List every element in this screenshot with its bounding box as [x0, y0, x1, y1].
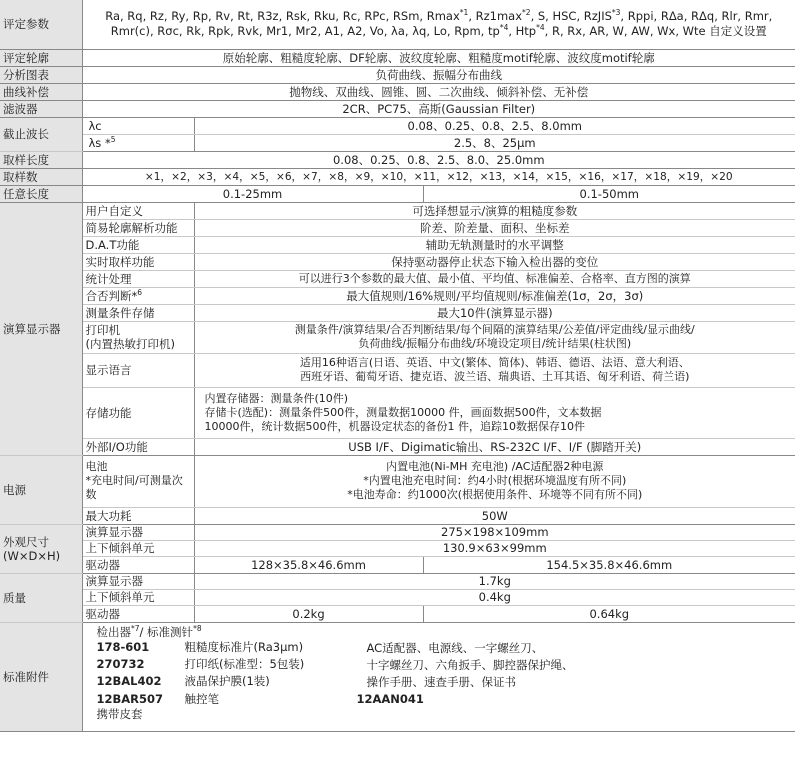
row-label-power: 电源 — [0, 455, 82, 524]
mass-item-label: 上下倾斜单元 — [82, 589, 194, 605]
mass-item-value: 1.7kg — [194, 573, 795, 589]
display-item-label: 存储功能 — [82, 387, 194, 438]
params-value — [82, 0, 795, 49]
acc-header-a: 检出器 — [96, 624, 131, 639]
display-item-value: 内置存储器：测量条件(10件) 存储卡(选配)：测量条件500件，测量数据10000 件，画面数据500件，文本数据 10000件，统计数据500件，机器设定状态的备份1 件，追踪10数据保存10件 — [194, 387, 795, 438]
row-label-profile: 评定轮廓 — [0, 49, 82, 66]
power-battery-label: 电池 *充电时间/可测量次数 — [82, 455, 194, 507]
sample-number-value: ×1，×2，×3，×4，×5，×6，×7，×8，×9，×10，×11，×12，×13，×14，×15，×16，×17，×18，×19，×20 — [82, 168, 795, 185]
display-item-label: 外部I/O功能 — [82, 438, 194, 455]
display-item-label: 用户自定义 — [82, 202, 194, 219]
acc-header-b: / 标准测针 — [139, 624, 194, 639]
display-item-label: 简易轮廓解析功能 — [82, 219, 194, 236]
dims-drive-right: 154.5×35.8×46.6mm — [423, 556, 795, 573]
row-label-mass: 质量 — [0, 573, 82, 622]
cutoff-ls-label — [82, 134, 194, 151]
accessory-others: AC适配器、电源线、一字螺丝刀、 十字螺丝刀、六角扳手、脚控器保护绳、 操作手册、速查手册、保证书 — [366, 640, 574, 689]
params-text-6: , R, Rx, AR, W, AW, Wx, Wte 自定义设置 — [544, 24, 767, 39]
row-label-curve: 曲线补偿 — [0, 83, 82, 100]
accessories-header — [97, 625, 357, 639]
accessories-cell — [82, 622, 795, 731]
acc-header-sup-b: *8 — [193, 623, 202, 633]
params-sup-3: *3 — [611, 8, 621, 18]
mass-drive-label: 驱动器 — [82, 605, 194, 622]
display-item-label: 统计处理 — [82, 270, 194, 287]
accessory-code: 178-601 — [96, 639, 150, 654]
chart-value: 负荷曲线、振幅分布曲线 — [82, 66, 795, 83]
params-sup-4: *4 — [499, 23, 509, 33]
dims-item-label: 演算显示器 — [82, 524, 194, 540]
accessory-name: 粗糙度标准片(Ra3μm) — [184, 639, 304, 654]
accessory-code: 270732 — [96, 656, 145, 671]
power-battery-value: 内置电池(Ni-MH 充电池) /AC适配器2种电源 *内置电池充电时间：约4小时(根据环境温度有所不同) *电池寿命：约1000次(根据使用条件、环境等不同有所不同) — [194, 455, 795, 507]
accessories-grid — [83, 623, 795, 723]
dims-item-value: 130.9×63×99mm — [194, 540, 795, 556]
row-label-chart: 分析图表 — [0, 66, 82, 83]
power-max-label: 最大功耗 — [82, 507, 194, 524]
row-label-dimensions: 外观尺寸 (W×D×H) — [0, 524, 82, 573]
row-label-accessories: 标准附件 — [0, 622, 82, 731]
power-max-value: 50W — [194, 507, 795, 524]
row-label-any-length: 任意长度 — [0, 185, 82, 202]
params-text-2: , Rz1max — [468, 9, 523, 24]
dims-item-label: 上下倾斜单元 — [82, 540, 194, 556]
cutoff-ls-text: λs * — [88, 135, 111, 150]
sample-length-value: 0.08、0.25、0.8、2.5、8.0、25.0mm — [82, 151, 795, 168]
display-item-value: 最大值规则/16%规则/平均值规则/标准偏差(1σ，2σ，3σ) — [194, 287, 795, 304]
mass-drive-right: 0.64kg — [423, 605, 795, 622]
profile-value: 原始轮廓、粗糙度轮廓、DF轮廓、波纹度轮廓、粗糙度motif轮廓、波纹度motif轮廓 — [82, 49, 795, 66]
params-text-5: , Htp — [508, 24, 537, 39]
display-item-label: 打印机 (内置热敏打印机) — [82, 321, 194, 353]
params-text-1: Ra, Rq, Rz, Ry, Rp, Rv, Rt, R3z, Rsk, Rku, Rc, RPc, RSm, Rmax — [105, 9, 460, 24]
params-text-4: , Rppi, RΔa, RΔq, Rlr, Rmr, Rmr(c), Rσc, Rk, Rpk, Rvk, Mr1, Mr2, A1, A2, Vo, λa, λq, Lo, Rpm, tp — [110, 9, 773, 39]
mass-item-value: 0.4kg — [194, 589, 795, 605]
display-item-label: 实时取样功能 — [82, 253, 194, 270]
accessory-name: 触控笔 — [184, 691, 219, 706]
row-label-sample-number: 取样数 — [0, 168, 82, 185]
cutoff-ls-sup: 5 — [110, 134, 116, 144]
mass-drive-left: 0.2kg — [194, 605, 423, 622]
row-label-params: 评定参数 — [0, 0, 82, 49]
row-label-cutoff: 截止波长 — [0, 117, 82, 151]
accessory-name: 携带皮套 — [96, 706, 143, 721]
dims-drive-left: 128×35.8×46.6mm — [194, 556, 423, 573]
display-item-value: 保持驱动器停止状态下输入检出器的变位 — [194, 253, 795, 270]
accessory-name: 打印纸(标准型：5包装) — [184, 656, 305, 671]
mass-item-label: 演算显示器 — [82, 573, 194, 589]
display-item-label: 显示语言 — [82, 353, 194, 387]
params-sup-1: *1 — [459, 8, 469, 18]
filter-value: 2CR、PC75、高斯(Gaussian Filter) — [82, 100, 795, 117]
display-item-value: 可选择想显示/演算的粗糙度参数 — [194, 202, 795, 219]
display-item-label — [82, 287, 194, 304]
display-item-value: USB I/F、Digimatic输出、RS-232C I/F、I/F (脚踏开关) — [194, 438, 795, 455]
cutoff-lc-label: λc — [82, 117, 194, 134]
display-item-value: 阶差、阶差量、面积、坐标差 — [194, 219, 795, 236]
accessory-code: 12AAN041 — [356, 691, 424, 706]
row-label-filter: 滤波器 — [0, 100, 82, 117]
judge-label-text: 合否判断* — [85, 288, 138, 303]
dims-drive-label: 驱动器 — [82, 556, 194, 573]
display-item-label: 测量条件存储 — [82, 304, 194, 321]
cutoff-lc-value: 0.08、0.25、0.8、2.5、8.0mm — [194, 117, 795, 134]
display-item-label: D.A.T功能 — [82, 236, 194, 253]
accessory-code: 12BAR507 — [96, 691, 164, 706]
any-length-left: 0.1-25mm — [82, 185, 423, 202]
accessory-name: 液晶保护膜(1装) — [184, 674, 270, 689]
row-label-sample-length: 取样长度 — [0, 151, 82, 168]
judge-label-sup: 6 — [137, 287, 143, 297]
any-length-right: 0.1-50mm — [423, 185, 795, 202]
params-sup-2: *2 — [522, 8, 531, 18]
params-sup-5: *4 — [536, 23, 545, 33]
params-text-3: , S, HSC, RzJIS — [530, 9, 612, 24]
row-label-display: 演算显示器 — [0, 202, 82, 455]
acc-header-sup-a: *7 — [131, 623, 140, 633]
display-item-value: 适用16种语言(日语、英语、中文(繁体、简体)、韩语、德语、法语、意大利语、 西班牙语、葡萄牙语、捷克语、波兰语、瑞典语、土耳其语、匈牙利语、荷兰语) — [194, 353, 795, 387]
acc-spacer — [357, 625, 795, 639]
display-item-value: 测量条件/演算结果/合否判断结果/每个间隔的演算结果/公差值/评定曲线/显示曲线/ 负荷曲线/振幅分布曲线/环境设定项目/统计结果(柱状图) — [194, 321, 795, 353]
display-item-value: 最大10件(演算显示器) — [194, 304, 795, 321]
display-item-value: 辅助无轨测量时的水平调整 — [194, 236, 795, 253]
curve-value: 抛物线、双曲线、圆锥、圆、二次曲线、倾斜补偿、无补偿 — [82, 83, 795, 100]
dims-item-value: 275×198×109mm — [194, 524, 795, 540]
cutoff-ls-value: 2.5、8、25μm — [194, 134, 795, 151]
accessory-code: 12BAL402 — [96, 674, 162, 689]
display-item-value: 可以进行3个参数的最大值、最小值、平均值、标准偏差、合格率、直方图的演算 — [194, 270, 795, 287]
